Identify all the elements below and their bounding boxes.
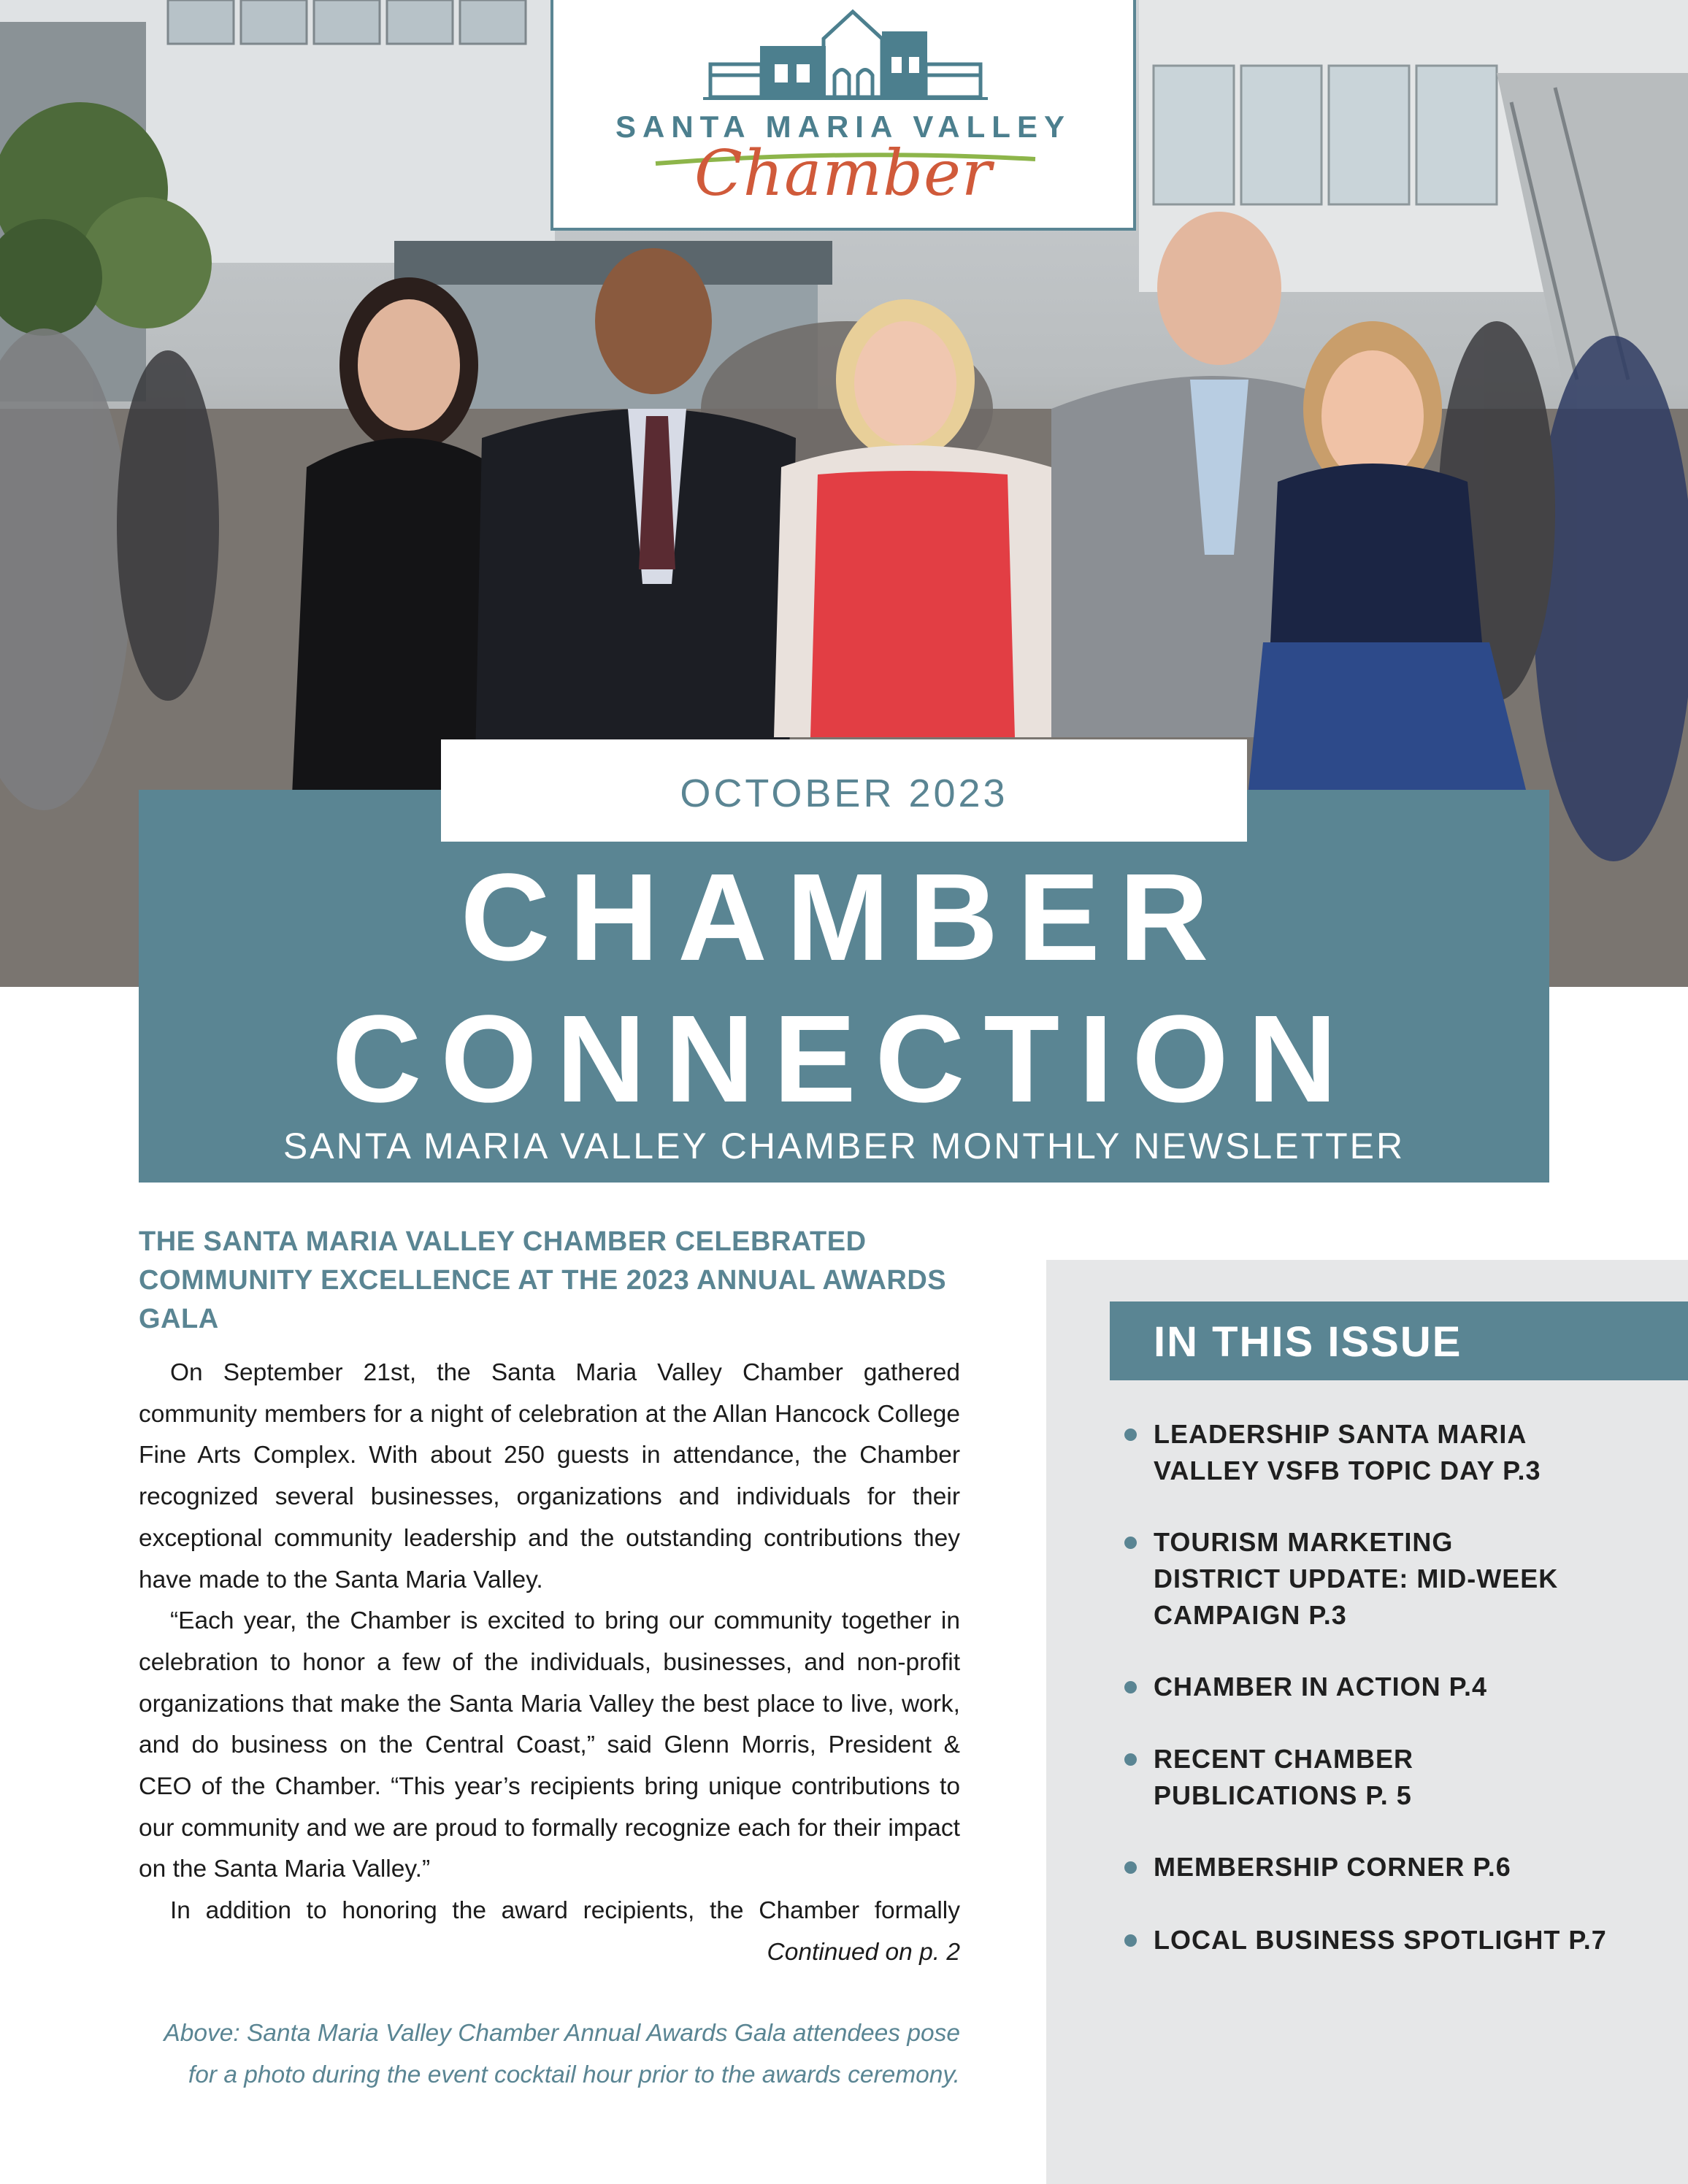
newsletter-subtitle: SANTA MARIA VALLEY CHAMBER MONTHLY NEWSLETTER — [283, 1126, 1405, 1166]
photo-caption: Above: Santa Maria Valley Chamber Annual Awards Gala attendees pose for a photo during the event cocktail hour prior to the awards ceremony. — [164, 2020, 960, 2088]
issue-item-publications[interactable]: RECENT CHAMBER PUBLICATIONS P. 5 — [1124, 1741, 1650, 1814]
in-this-issue-header — [1110, 1301, 1688, 1380]
in-this-issue-title: IN THIS ISSUE — [1154, 1318, 1462, 1366]
issue-date: OCTOBER 2023 — [680, 772, 1008, 815]
buildings-logo-icon — [703, 6, 988, 101]
issue-item-leadership[interactable]: LEADERSHIP SANTA MARIA VALLEY VSFB TOPIC DAY P.3 — [1124, 1416, 1650, 1489]
issue-date-box — [441, 739, 1247, 842]
bullet-icon — [1124, 1681, 1137, 1693]
issue-contents-list — [1124, 1416, 1650, 1958]
article-paragraph: In addition to honoring the award recipients, the Chamber formally — [170, 1897, 960, 1925]
logo-text-chamber: Chamber — [694, 137, 993, 210]
article-paragraph: “Each year, the Chamber is excited to bring our community together in celebration to honor a few of the individuals, businesses, and non-profit organizations that make the Santa Maria Valley the best place to live, work, and do business on the Central Coast,” said Glenn Morris, President & CEO of the Chamber. “This year’s recipients bring unique contributions to our community and we are proud to formally recognize each for their impact on the Santa Maria Valley.” — [139, 1607, 960, 1883]
issue-item-chamber-in-action[interactable]: CHAMBER IN ACTION P.4 — [1124, 1669, 1650, 1705]
bullet-icon — [1124, 1537, 1137, 1549]
issue-item-spotlight[interactable]: LOCAL BUSINESS SPOTLIGHT P.7 — [1124, 1922, 1650, 1958]
article-paragraph: On September 21st, the Santa Maria Valley Chamber gathered community members for a night of celebration at the Allan Hancock College Fine Arts Complex. With about 250 guests in attendance, the Chamber recognized several businesses, organizations and individuals for their exceptional community leadership and the outstanding contributions they have made to the Santa Maria Valley. — [139, 1359, 960, 1593]
article-heading: THE SANTA MARIA VALLEY CHAMBER CELEBRATED COMMUNITY EXCELLENCE AT THE 2023 ANNUAL AWARDS GALA — [139, 1226, 947, 1334]
logo-text-santa-maria-valley: SANTA MARIA VALLEY — [615, 109, 1071, 144]
issue-item-tourism[interactable]: TOURISM MARKETING DISTRICT UPDATE: MID-WEEK CAMPAIGN P.3 — [1124, 1524, 1650, 1634]
bullet-icon — [1124, 1753, 1137, 1766]
article-body — [139, 1353, 960, 1974]
chamber-logo — [550, 0, 1136, 231]
continued-link[interactable]: Continued on p. 2 — [767, 1938, 960, 1966]
issue-item-membership[interactable]: MEMBERSHIP CORNER P.6 — [1124, 1849, 1650, 1885]
bullet-icon — [1124, 1861, 1137, 1874]
newsletter-title-line2: CONNECTION — [331, 990, 1357, 1128]
bullet-icon — [1124, 1934, 1137, 1947]
bullet-icon — [1124, 1429, 1137, 1441]
newsletter-title-line1: CHAMBER — [460, 848, 1228, 987]
